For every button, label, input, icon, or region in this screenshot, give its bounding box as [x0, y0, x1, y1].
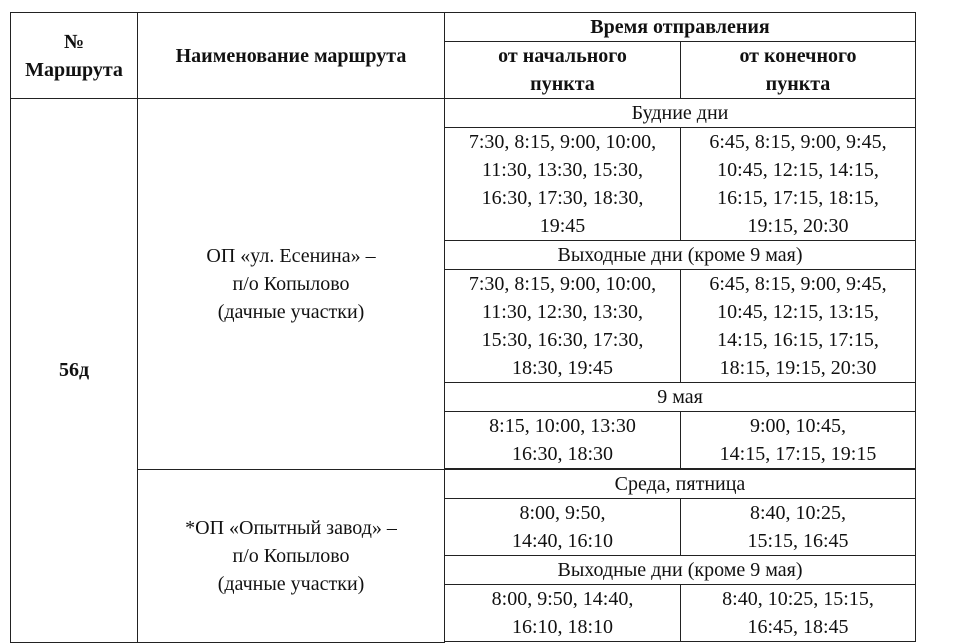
header-from-start: от начального пункта [445, 42, 681, 99]
route2-weekends-start: 8:00, 9:50, 14:40, 16:10, 18:10 [445, 585, 681, 642]
header-route-number: № Маршрута [11, 13, 138, 99]
route2-name: *ОП «Опытный завод» – п/о Копылово (дачные участки) [138, 470, 445, 643]
route2-wedfri-start: 8:00, 9:50, 14:40, 16:10 [445, 499, 681, 556]
route2-wedfri-label: Среда, пятница [445, 470, 916, 499]
route1-weekends-label: Выходные дни (кроме 9 мая) [445, 241, 916, 270]
route1-may9-end: 9:00, 10:45, 14:15, 17:15, 19:15 [681, 412, 916, 469]
route-number-cell: 56д [11, 99, 138, 643]
schedule-table [10, 12, 916, 643]
route1-weekends-start: 7:30, 8:15, 9:00, 10:00, 11:30, 12:30, 13:30, 15:30, 16:30, 17:30, 18:30, 19:45 [445, 270, 681, 383]
route1-may9-label: 9 мая [445, 383, 916, 412]
route1-may9-start: 8:15, 10:00, 13:30 16:30, 18:30 [445, 412, 681, 469]
header-route-name: Наименование маршрута [138, 13, 445, 99]
route2-weekends-label: Выходные дни (кроме 9 мая) [445, 556, 916, 585]
header-from-end: от конечного пункта [681, 42, 916, 99]
route1-weekdays-end: 6:45, 8:15, 9:00, 9:45, 10:45, 12:15, 14:15, 16:15, 17:15, 18:15, 19:15, 20:30 [681, 128, 916, 241]
route1-weekdays-start: 7:30, 8:15, 9:00, 10:00, 11:30, 13:30, 15:30, 16:30, 17:30, 18:30, 19:45 [445, 128, 681, 241]
route2-wedfri-end: 8:40, 10:25, 15:15, 16:45 [681, 499, 916, 556]
route2-weekends-end: 8:40, 10:25, 15:15, 16:45, 18:45 [681, 585, 916, 642]
header-departure-time: Время отправления [445, 13, 916, 42]
route1-name: ОП «ул. Есенина» – п/о Копылово (дачные участки) [138, 99, 445, 470]
route1-weekends-end: 6:45, 8:15, 9:00, 9:45, 10:45, 12:15, 13:15, 14:15, 16:15, 17:15, 18:15, 19:15, 20:30 [681, 270, 916, 383]
route1-weekdays-label: Будние дни [445, 99, 916, 128]
